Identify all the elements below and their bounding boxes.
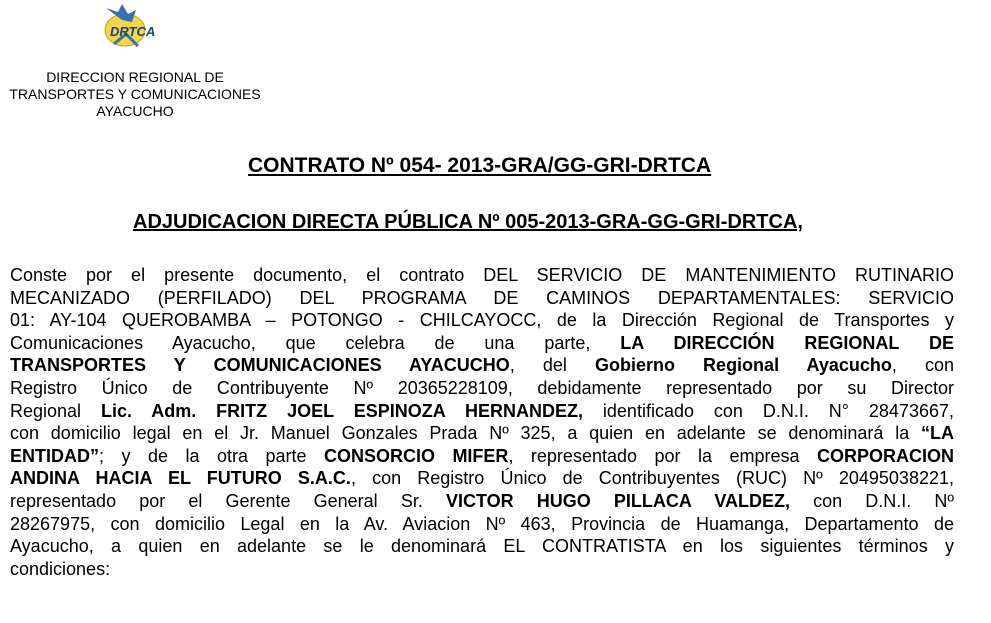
body-text: , con Registro Único de Contribuyentes (RUC) Nº 20495038221, — [350, 468, 954, 489]
body-line-14: condiciones: — [10, 558, 111, 579]
logo-text: DRTCA — [110, 24, 156, 39]
body-text: identificado con D.N.I. N° 28473667, — [582, 400, 954, 421]
logo-emblem-icon — [92, 0, 172, 64]
body-bold-text: CONSORCIO MIFER — [323, 445, 509, 466]
body-bold-text: LA DIRECCIÓN REGIONAL DE — [620, 332, 954, 353]
body-text: representado por el Gerente General Sr. — [10, 490, 446, 511]
body-line-6: Registro Único de Contribuyente Nº 20365228109, debidamente representado por su Director — [10, 377, 954, 398]
body-text: , del — [509, 355, 595, 376]
body-line-7 — [10, 400, 954, 423]
organization-name — [0, 69, 270, 120]
body-text: con domicilio legal en el Jr. Manuel Gonzales Prada Nº 325, a quien en adelante se denominará la — [10, 423, 921, 444]
body-line-12: 28267975, con domicilio Legal en la Av. Aviacion Nº 463, Provincia de Huamanga, Departamento de — [10, 513, 954, 534]
body-bold-text: ANDINA HACIA EL FUTURO S.A.C. — [10, 468, 351, 489]
body-line-9 — [10, 445, 954, 468]
body-line-3: 01: AY-104 QUEROBAMBA – POTONGO - CHILCAYOCC, de la Dirección Regional de Transportes y — [10, 310, 954, 331]
body-bold-text: Lic. Adm. FRITZ JOEL ESPINOZA HERNANDEZ, — [100, 400, 583, 421]
contract-body — [10, 264, 954, 580]
contract-title: CONTRATO Nº 054- 2013-GRA/GG-GRI-DRTCA — [248, 154, 712, 177]
body-text: , que celebra de una parte, — [250, 332, 621, 353]
body-line-10 — [10, 467, 954, 490]
contract-subtitle: ADJUDICACION DIRECTA PÚBLICA Nº 005-2013-GRA-GG-GRI-DRTCA, — [133, 211, 803, 233]
body-text: Comunicaciones Ayacucho — [10, 332, 251, 353]
org-line-1: DIRECCION REGIONAL DE — [46, 69, 224, 85]
body-line-2: MECANIZADO (PERFILADO) DEL PROGRAMA DE CAMINOS DEPARTAMENTALES: SERVICIO — [10, 287, 954, 308]
body-bold-text: VICTOR HUGO PILLACA VALDEZ, — [445, 490, 791, 511]
body-text: , representado por la empresa — [508, 445, 817, 466]
body-line-5 — [10, 354, 954, 377]
body-bold-text: TRANSPORTES Y COMUNICACIONES AYACUCHO — [10, 355, 510, 376]
body-text: ; y de la otra parte — [99, 445, 324, 466]
body-bold-text: ENTIDAD” — [10, 445, 99, 466]
org-line-2: TRANSPORTES Y COMUNICACIONES — [9, 86, 261, 102]
body-text: , con — [891, 355, 954, 376]
drtca-logo — [92, 0, 172, 64]
body-text: Regional — [10, 400, 101, 421]
body-line-4 — [10, 332, 954, 355]
body-line-8 — [10, 422, 954, 445]
body-line-13: Ayacucho, a quien en adelante se le denominará EL CONTRATISTA en los siguientes términos y — [10, 536, 954, 557]
body-text: con D.N.I. Nº — [790, 490, 954, 511]
body-line-1: Conste por el presente documento, el contrato DEL SERVICIO DE MANTENIMIENTO RUTINARIO — [10, 265, 954, 285]
body-bold-text: Gobierno Regional Ayacucho — [594, 355, 892, 376]
body-bold-text: CORPORACION — [816, 445, 954, 466]
org-line-3: AYACUCHO — [96, 103, 174, 119]
body-line-11 — [10, 490, 954, 513]
body-bold-text: “LA — [921, 423, 954, 444]
